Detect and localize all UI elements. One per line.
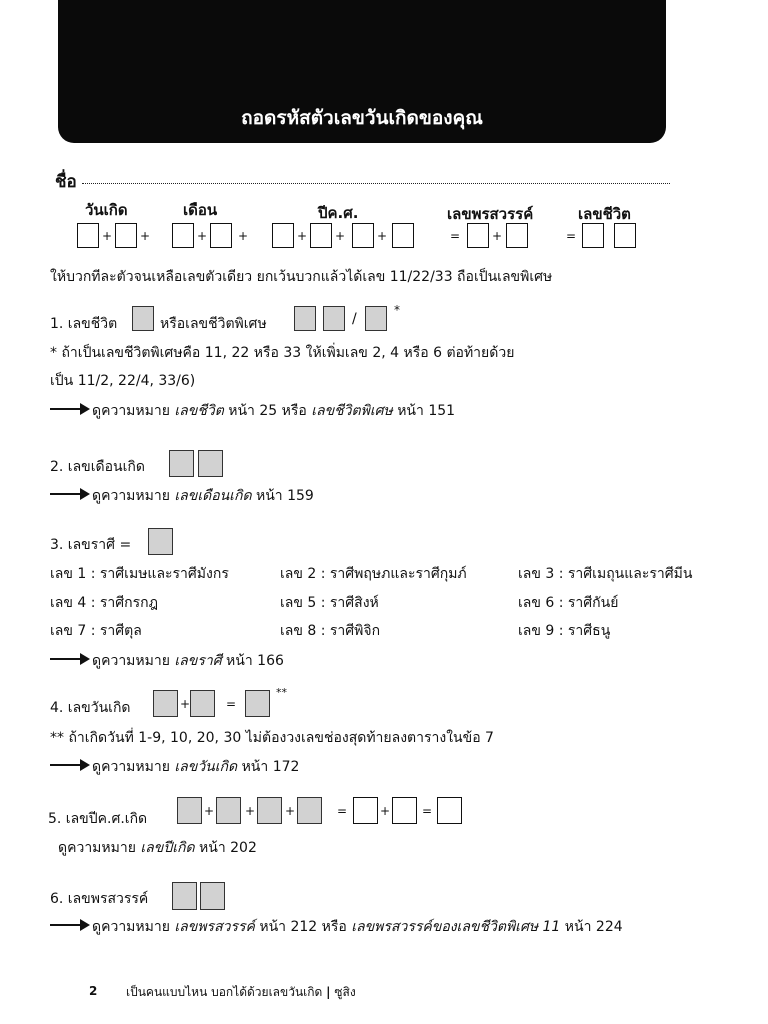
arrow-icon	[50, 764, 88, 766]
talent-digit-1-box[interactable]	[467, 223, 489, 248]
page-title: ถอดรหัสตัวเลขวันเกิดของคุณ	[241, 107, 483, 129]
month-number-digit-2-box[interactable]	[198, 450, 223, 477]
ref-italic: เลขเดือนเกิด	[174, 488, 252, 504]
month-number-digit-1-box[interactable]	[169, 450, 194, 477]
birthday-digit-2-box[interactable]	[190, 690, 215, 717]
section-1-note-line-2: เป็น 11/2, 22/4, 33/6)	[50, 373, 196, 389]
header-talent: เลขพรสวรรค์	[447, 205, 534, 223]
year-number-digit-1-box[interactable]	[177, 797, 202, 824]
header-month: เดือน	[183, 201, 218, 219]
zodiac-item: เลข 3 : ราศีเมถุนและราศีมีน	[518, 566, 693, 582]
plus-sign: +	[140, 229, 151, 243]
plus-sign: +	[102, 229, 113, 243]
ref-page: หน้า 166	[226, 653, 284, 669]
ref-prefix: ดูความหมาย	[92, 403, 170, 419]
birthday-number-box[interactable]	[245, 690, 270, 717]
ref-italic-life: เลขชีวิต	[174, 403, 224, 419]
arrow-icon	[50, 408, 88, 410]
ref-page: หน้า 159	[256, 488, 314, 504]
section-2-label: 2. เลขเดือนเกิด	[50, 459, 145, 475]
year-number-digit-3-box[interactable]	[257, 797, 282, 824]
ref-italic-talent: เลขพรสวรรค์	[174, 919, 255, 935]
author-name: ซูสิง	[334, 985, 356, 999]
ref-prefix: ดูความหมาย	[92, 919, 170, 935]
talent-number-digit-2-box[interactable]	[200, 882, 225, 910]
equals-sign: =	[450, 229, 461, 243]
plus-sign: +	[297, 229, 308, 243]
month-digit-2-box[interactable]	[210, 223, 232, 248]
ref-prefix: ดูความหมาย	[92, 759, 170, 775]
equals-sign: =	[422, 804, 433, 818]
ref-mid: หน้า 212 หรือ	[259, 919, 347, 935]
equals-sign: =	[566, 229, 577, 243]
slash-text: /	[352, 311, 357, 327]
arrow-icon	[50, 493, 88, 495]
zodiac-item: เลข 4 : ราศีกรกฎ	[50, 595, 159, 611]
equals-sign: =	[226, 697, 237, 711]
plus-sign: +	[492, 229, 503, 243]
year-digit-4-box[interactable]	[392, 223, 414, 248]
equals-sign: =	[337, 804, 348, 818]
plus-sign: +	[285, 804, 296, 818]
zodiac-item: เลข 5 : ราศีสิงห์	[280, 595, 379, 611]
header-year: ปีค.ศ.	[318, 204, 359, 222]
section-3-reference	[92, 650, 284, 672]
ref-italic-special-talent: เลขพรสวรรค์ของเลขชีวิตพิเศษ 11	[351, 919, 561, 935]
footer-credit	[126, 983, 356, 1002]
arrow-icon	[50, 924, 88, 926]
talent-number-digit-1-box[interactable]	[172, 882, 197, 910]
special-life-digit-1-box[interactable]	[294, 306, 316, 331]
life-digit-2-box[interactable]	[614, 223, 636, 248]
year-digit-1-box[interactable]	[272, 223, 294, 248]
month-digit-1-box[interactable]	[172, 223, 194, 248]
ref-page: หน้า 202	[199, 840, 257, 856]
life-number-box[interactable]	[132, 306, 154, 331]
zodiac-number-box[interactable]	[148, 528, 173, 555]
name-label: ชื่อ	[55, 172, 77, 192]
section-6-label: 6. เลขพรสวรรค์	[50, 891, 149, 907]
zodiac-item: เลข 6 : ราศีกันย์	[518, 595, 619, 611]
footer-separator: |	[326, 985, 331, 999]
title-banner	[58, 0, 666, 143]
ref-page: หน้า 151	[397, 403, 456, 419]
year-digit-2-box[interactable]	[310, 223, 332, 248]
plus-sign: +	[377, 229, 388, 243]
ref-page: หน้า 224	[564, 919, 623, 935]
section-1-note-line-1: * ถ้าเป็นเลขชีวิตพิเศษคือ 11, 22 หรือ 33 ให้เพิ่มเลข 2, 4 หรือ 6 ต่อท้ายด้วย	[50, 345, 515, 361]
double-asterisk-mark: **	[276, 686, 287, 699]
zodiac-item: เลข 7 : ราศีตุล	[50, 623, 142, 639]
section-6-reference	[92, 916, 623, 938]
book-title: เป็นคนแบบไหน บอกได้ด้วยเลขวันเกิด	[126, 985, 323, 999]
life-digit-1-box[interactable]	[582, 223, 604, 248]
year-number-digit-4-box[interactable]	[297, 797, 322, 824]
zodiac-item: เลข 1 : ราศีเมษและราศีมังกร	[50, 566, 229, 582]
section-1-reference	[92, 400, 455, 422]
birthday-digit-1-box[interactable]	[153, 690, 178, 717]
header-life: เลขชีวิต	[578, 205, 631, 223]
zodiac-item: เลข 2 : ราศีพฤษภและราศีกุมภ์	[280, 566, 467, 582]
day-digit-1-box[interactable]	[77, 223, 99, 248]
year-sum-digit-1-box[interactable]	[353, 797, 378, 824]
section-4-label: 4. เลขวันเกิด	[50, 700, 131, 716]
year-sum-digit-2-box[interactable]	[392, 797, 417, 824]
plus-sign: +	[197, 229, 208, 243]
ref-prefix: ดูความหมาย	[92, 488, 170, 504]
plus-sign: +	[335, 229, 346, 243]
plus-sign: +	[180, 697, 191, 711]
section-2-reference	[92, 485, 314, 507]
section-4-note: ** ถ้าเกิดวันที่ 1-9, 10, 20, 30 ไม่ต้องวงเลขช่องสุดท้ายลงตารางในข้อ 7	[50, 730, 494, 746]
ref-page: หน้า 172	[241, 759, 300, 775]
page-number: 2	[89, 984, 98, 998]
zodiac-item: เลข 8 : ราศีพิจิก	[280, 623, 381, 639]
ref-mid: หน้า 25 หรือ	[228, 403, 307, 419]
instruction-text: ให้บวกทีละตัวจนเหลือเลขตัวเดียว ยกเว้นบวกแล้วได้เลข 11/22/33 ถือเป็นเลขพิเศษ	[50, 269, 553, 285]
talent-digit-2-box[interactable]	[506, 223, 528, 248]
section-5-reference	[58, 837, 257, 859]
ref-italic-special: เลขชีวิตพิเศษ	[311, 403, 393, 419]
special-life-digit-2-box[interactable]	[323, 306, 345, 331]
special-life-suffix-box[interactable]	[365, 306, 387, 331]
ref-italic: เลขราศี	[174, 653, 222, 669]
plus-sign: +	[380, 804, 391, 818]
ref-italic: เลขปีเกิด	[140, 840, 195, 856]
asterisk-mark: *	[394, 303, 400, 317]
section-1-label: 1. เลขชีวิต	[50, 316, 118, 332]
day-digit-2-box[interactable]	[115, 223, 137, 248]
zodiac-item: เลข 9 : ราศีธนู	[518, 623, 611, 639]
year-number-digit-2-box[interactable]	[216, 797, 241, 824]
arrow-icon	[50, 658, 88, 660]
plus-sign: +	[245, 804, 256, 818]
ref-prefix: ดูความหมาย	[58, 840, 136, 856]
ref-prefix: ดูความหมาย	[92, 653, 170, 669]
year-digit-3-box[interactable]	[352, 223, 374, 248]
section-1-mid-text: หรือเลขชีวิตพิเศษ	[160, 316, 267, 332]
section-3-label: 3. เลขราศี =	[50, 537, 132, 553]
plus-sign: +	[204, 804, 215, 818]
year-result-box[interactable]	[437, 797, 462, 824]
header-day: วันเกิด	[85, 201, 128, 219]
name-field[interactable]	[82, 183, 670, 184]
ref-italic: เลขวันเกิด	[174, 759, 238, 775]
section-4-reference	[92, 756, 299, 778]
section-5-label: 5. เลขปีค.ศ.เกิด	[48, 811, 148, 827]
plus-sign: +	[238, 229, 249, 243]
